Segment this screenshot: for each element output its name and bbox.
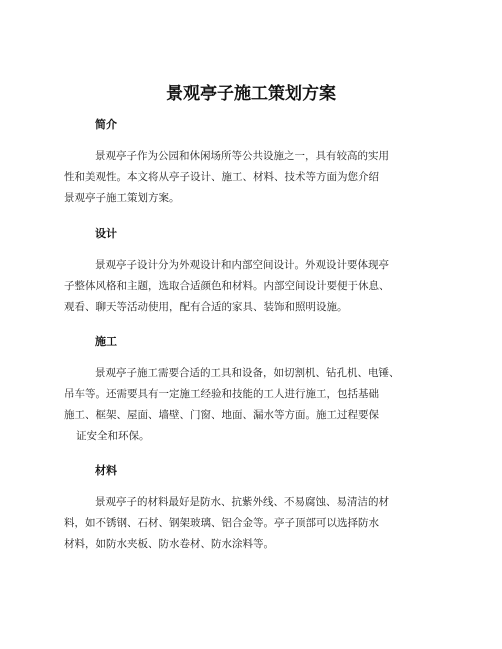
paragraph-line: 料，如不锈钢、石材、钢架玻璃、铝合金等。亭子顶部可以选择防水 (64, 517, 379, 529)
section-heading-design: 设计 (95, 227, 117, 240)
section-heading-materials: 材料 (95, 464, 117, 477)
section-heading-construction: 施工 (95, 335, 117, 348)
section-paragraph-intro (64, 146, 444, 209)
paragraph-line: 景观亭子作为公园和休闲场所等公共设施之一，具有较高的实用 (95, 150, 389, 162)
paragraph-line: 子整体风格和主题，选取合适颜色和材料。内部空间设计要便于休息、 (64, 280, 390, 292)
section-heading-intro: 简介 (95, 118, 117, 131)
paragraph-line: 观看、聊天等活动使用，配有合适的家具、装饰和照明设施。 (64, 301, 348, 313)
paragraph-line: 施工、框架、屋面、墙壁、门窗、地面、漏水等方面。施工过程要保 (64, 409, 379, 421)
paragraph-line: 景观亭子设计分为外观设计和内部空间设计。外观设计要体现亭 (95, 259, 389, 271)
paragraph-line: 景观亭子施工需要合适的工具和设备，如切割机、钻孔机、电锤、 (95, 367, 400, 379)
document-title: 景观亭子施工策划方案 (166, 84, 336, 104)
section-paragraph-materials (64, 492, 444, 555)
paragraph-line: 景观亭子施工策划方案。 (64, 192, 180, 204)
section-paragraph-construction (64, 363, 444, 447)
paragraph-line: 吊车等。还需要具有一定施工经验和技能的工人进行施工，包括基础 (64, 388, 379, 400)
section-paragraph-design (64, 255, 444, 318)
paragraph-line: 证安全和环保。 (76, 430, 150, 442)
paragraph-line: 性和美观性。本文将从亭子设计、施工、材料、技术等方面为您介绍 (64, 171, 379, 183)
paragraph-line: 材料，如防水夹板、防水卷材、防水涂料等。 (64, 538, 274, 550)
paragraph-line: 景观亭子的材料最好是防水、抗紫外线、不易腐蚀、易清洁的材 (95, 496, 389, 508)
